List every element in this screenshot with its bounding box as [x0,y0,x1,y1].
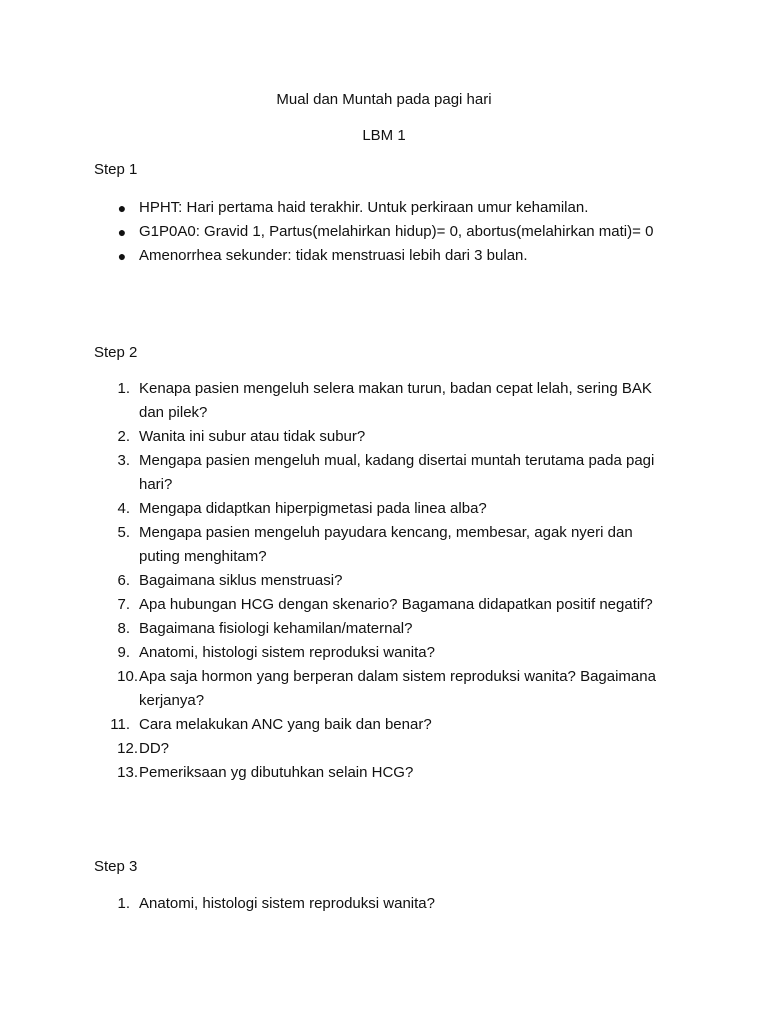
list-item [94,665,679,713]
step1-heading: Step 1 [94,161,138,178]
document-title: Mual dan Muntah pada pagi hari [276,91,492,108]
list-item [94,641,689,665]
list-item [94,593,659,617]
list-item-text: Bagaimana fisiologi kehamilan/maternal? [139,620,413,637]
list-item-text: Mengapa pasien mengeluh mual, kadang disertai muntah terutama pada pagi hari? [139,452,655,493]
bullet-icon: ● [117,200,127,216]
step3-list [94,892,694,916]
step3-heading: Step 3 [94,858,138,875]
list-number: 3. [117,452,130,469]
list-item [94,220,659,244]
document-subtitle: LBM 1 [362,127,406,144]
list-item-text: DD? [139,740,170,757]
list-number: 1. [117,895,130,912]
list-item-text: Apa hubungan HCG dengan skenario? Bagamana didapatkan positif negatif? [139,596,653,613]
list-number: 1. [117,380,130,397]
list-item-text: Wanita ini subur atau tidak subur? [139,428,366,445]
list-item-text: HPHT: Hari pertama haid terakhir. Untuk perkiraan umur kehamilan. [139,199,589,216]
step1-list [94,196,694,268]
list-item-text: G1P0A0: Gravid 1, Partus(melahirkan hidup)= 0, abortus(melahirkan mati)= 0 [139,223,654,240]
list-item [94,569,689,593]
list-item-text: Mengapa pasien mengeluh payudara kencang, membesar, agak nyeri dan puting menghitam? [139,524,633,565]
list-item [94,497,689,521]
list-number: 5. [117,524,130,541]
list-item [94,617,689,641]
list-item [94,244,699,268]
list-number: 11. [110,716,130,733]
list-item [94,892,689,916]
list-item [94,713,689,737]
list-number: 4. [117,500,130,517]
list-item-text: Anatomi, histologi sistem reproduksi wanita? [139,644,435,661]
list-item-text: Apa saja hormon yang berperan dalam sistem reproduksi wanita? Bagaimana kerjanya? [139,668,656,709]
list-item-text: Anatomi, histologi sistem reproduksi wanita? [139,895,435,912]
bullet-icon: ● [117,224,127,240]
list-item [94,761,689,785]
list-item [94,737,689,761]
list-number: 13. [117,764,138,781]
list-item-text: Pemeriksaan yg dibutuhkan selain HCG? [139,764,414,781]
list-number: 10. [117,668,138,685]
list-item [94,425,679,449]
list-item-text: Mengapa didaptkan hiperpigmetasi pada linea alba? [139,500,487,517]
list-item [94,196,699,220]
list-number: 9. [117,644,130,661]
list-item-text: Kenapa pasien mengeluh selera makan turun, badan cepat lelah, sering BAK dan pilek? [139,380,652,421]
step2-heading: Step 2 [94,344,138,361]
list-item [94,377,679,425]
list-item [94,449,689,497]
list-number: 7. [117,596,130,613]
list-item-text: Amenorrhea sekunder: tidak menstruasi lebih dari 3 bulan. [139,247,528,264]
bullet-icon: ● [117,248,127,264]
list-number: 8. [117,620,130,637]
step2-list [94,377,694,785]
list-number: 2. [117,428,130,445]
list-number: 6. [117,572,130,589]
list-item [94,521,669,569]
list-item-text: Bagaimana siklus menstruasi? [139,572,343,589]
list-number: 12. [117,740,138,757]
list-item-text: Cara melakukan ANC yang baik dan benar? [139,716,432,733]
